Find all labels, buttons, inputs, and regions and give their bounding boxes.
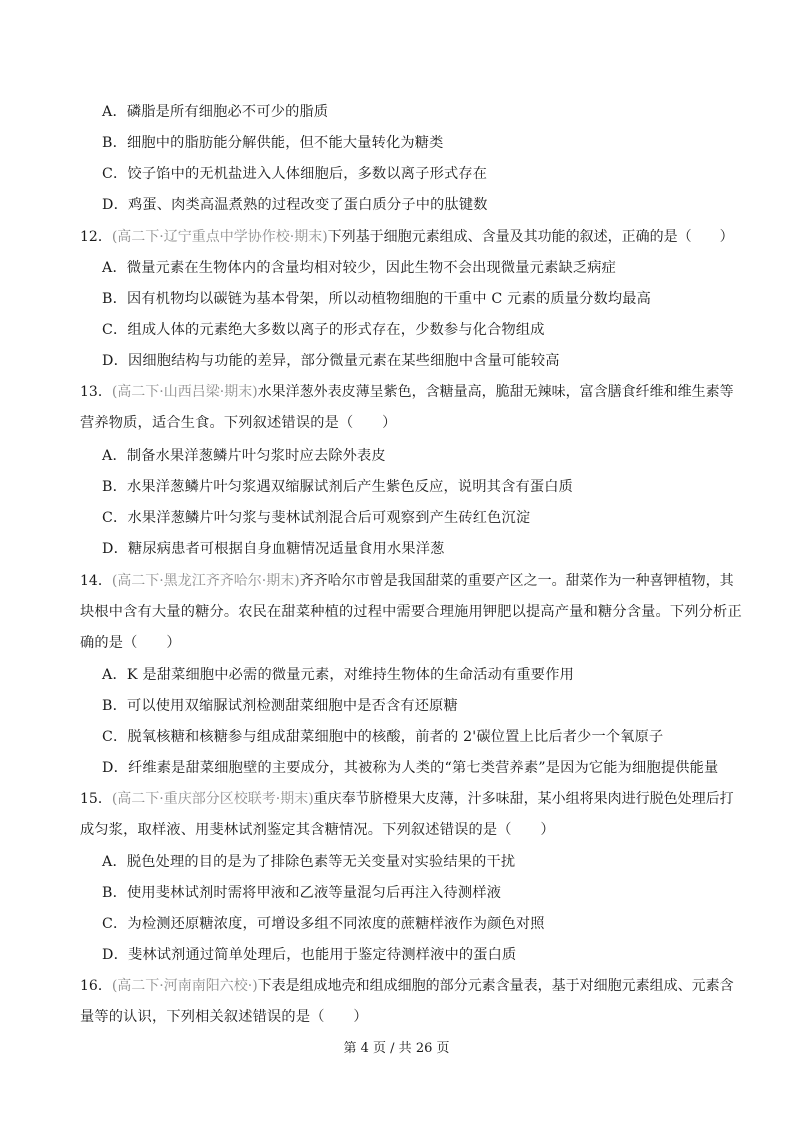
q14-option-d: D．纤维素是甜菜细胞壁的主要成分，其被称为人类的“第七类营养素”是因为它能为细胞提供能量 — [102, 760, 719, 776]
question-source: (高二下·河南南阳六校·) — [111, 978, 258, 994]
question-14 — [80, 571, 734, 591]
q14-option-b: B．可以使用双缩脲试剂检测甜菜细胞中是否含有还原糖 — [102, 698, 458, 714]
q13-option-c: C．水果洋葱鳞片叶匀浆与斐林试剂混合后可观察到产生砖红色沉淀 — [102, 510, 531, 526]
question-13 — [80, 382, 734, 402]
question-source: (高二下·重庆部分区校联考·期末) — [111, 791, 314, 807]
question-number: 16． — [80, 978, 112, 994]
question-16-stem-cont: 量等的认识，下列相关叙述错误的是（ ） — [80, 1009, 368, 1025]
q12-option-c: C．组成人体的元素绝大多数以离子的形式存在，少数参与化合物组成 — [102, 322, 545, 338]
question-15 — [80, 789, 734, 809]
q11-option-c: C．饺子馅中的无机盐进入人体细胞后，多数以离子形式存在 — [102, 166, 488, 182]
question-13-stem-cont: 营养物质，适合生食。下列叙述错误的是（ ） — [80, 415, 397, 431]
question-stem: 重庆奉节脐橙果大皮薄，汁多味甜，某小组将果肉进行脱色处理后打 — [313, 791, 734, 807]
question-15-stem-cont: 成匀浆，取样液、用斐林试剂鉴定其含糖情况。下列叙述错误的是（ ） — [80, 822, 555, 838]
q15-option-a: A．脱色处理的目的是为了排除色素等无关变量对实验结果的干扰 — [102, 854, 516, 870]
q15-option-b: B．使用斐林试剂时需将甲液和乙液等量混匀后再注入待测样液 — [102, 885, 502, 901]
question-source: (高二下·黑龙江齐齐哈尔·期末) — [111, 573, 300, 589]
question-stem: 齐齐哈尔市曾是我国甜菜的重要产区之一。甜菜作为一种喜钾植物，其 — [299, 573, 734, 589]
q12-option-b: B．因有机物均以碳链为基本骨架，所以动植物细胞的干重中 C 元素的质量分数均最高 — [102, 291, 652, 307]
question-source: (高二下·山西吕梁·期末) — [111, 384, 258, 400]
question-number: 13． — [80, 384, 112, 400]
q13-option-a: A．制备水果洋葱鳞片叶匀浆时应去除外表皮 — [102, 448, 386, 464]
question-source: (高二下·辽宁重点中学协作校·期末) — [111, 229, 328, 245]
q15-option-d: D．斐林试剂通过简单处理后，也能用于鉴定待测样液中的蛋白质 — [102, 947, 517, 963]
q13-option-d: D．糖尿病患者可根据自身血糖情况适量食用水果洋葱 — [102, 541, 445, 557]
q14-option-c: C．脱氧核糖和核糖参与组成甜菜细胞中的核酸，前者的 2'碳位置上比后者少一个氧原子 — [102, 729, 664, 745]
question-number: 15． — [80, 791, 112, 807]
question-stem: 下列基于细胞元素组成、含量及其功能的叙述，正确的是（ ） — [327, 229, 734, 245]
q13-option-b: B．水果洋葱鳞片叶匀浆遇双缩脲试剂后产生紫色反应，说明其含有蛋白质 — [102, 479, 574, 495]
question-number: 14． — [80, 573, 112, 589]
question-number: 12． — [80, 229, 112, 245]
q11-option-b: B．细胞中的脂肪能分解供能，但不能大量转化为糖类 — [102, 135, 444, 151]
question-stem: 水果洋葱外表皮薄呈紫色，含糖量高，脆甜无辣味，富含膳食纤维和维生素等 — [257, 384, 734, 400]
q15-option-c: C．为检测还原糖浓度，可增设多组不同浓度的蔗糖样液作为颜色对照 — [102, 916, 545, 932]
q14-option-a: A．K 是甜菜细胞中必需的微量元素，对维持生物体的生命活动有重要作用 — [102, 667, 574, 683]
question-14-stem-cont: 块根中含有大量的糖分。农民在甜菜种植的过程中需要合理施用钾肥以提高产量和糖分含量。下列分析正 — [80, 604, 742, 620]
page-footer: 第 4 页 / 共 26 页 — [343, 1041, 450, 1056]
question-14-stem-cont-2: 确的是（ ） — [80, 635, 181, 651]
q11-option-a: A．磷脂是所有细胞必不可少的脂质 — [102, 104, 329, 120]
question-12 — [80, 227, 734, 247]
q12-option-d: D．因细胞结构与功能的差异，部分微量元素在某些细胞中含量可能较高 — [102, 353, 560, 369]
question-stem: 下表是组成地壳和组成细胞的部分元素含量表，基于对细胞元素组成、元素含 — [257, 978, 734, 994]
q12-option-a: A．微量元素在生物体内的含量均相对较少，因此生物不会出现微量元素缺乏病症 — [102, 260, 617, 276]
question-16 — [80, 976, 734, 996]
q11-option-d: D．鸡蛋、肉类高温煮熟的过程改变了蛋白质分子中的肽键数 — [102, 197, 488, 213]
